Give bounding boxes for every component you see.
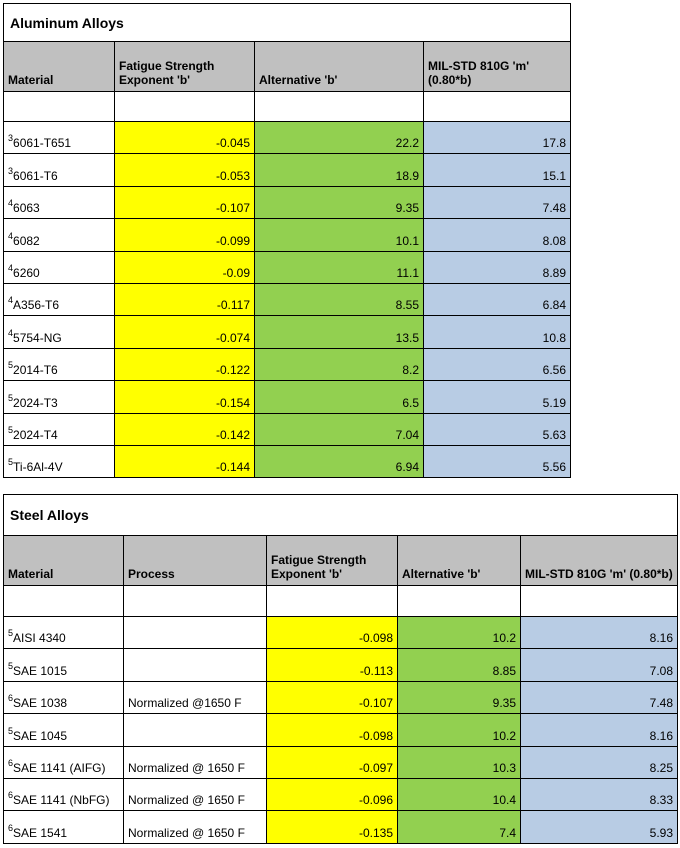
fatigue-exponent-cell: -0.09 bbox=[115, 251, 255, 283]
reference-superscript: 3 bbox=[8, 165, 14, 176]
alternative-b-cell: 11.1 bbox=[255, 251, 424, 283]
fatigue-exponent-cell: -0.096 bbox=[267, 778, 398, 810]
material-cell bbox=[4, 154, 115, 186]
fatigue-exponent-cell: -0.122 bbox=[115, 348, 255, 380]
reference-superscript: 4 bbox=[8, 230, 14, 241]
material-cell bbox=[4, 681, 124, 713]
milstd-m-cell: 17.8 bbox=[424, 122, 571, 154]
reference-superscript: 6 bbox=[8, 822, 14, 833]
fatigue-exponent-cell: -0.097 bbox=[267, 746, 398, 778]
steel-rows bbox=[4, 617, 678, 844]
blank-cell bbox=[4, 586, 124, 617]
material-name: 6061-T651 bbox=[13, 136, 72, 151]
alternative-b-cell: 13.5 bbox=[255, 316, 424, 348]
alternative-b-cell: 10.3 bbox=[398, 746, 521, 778]
reference-superscript: 4 bbox=[8, 327, 14, 338]
blank-cell bbox=[398, 586, 521, 617]
alternative-b-cell: 6.94 bbox=[255, 445, 424, 477]
alternative-b-cell: 8.85 bbox=[398, 649, 521, 681]
reference-superscript: 4 bbox=[8, 295, 14, 306]
alternative-b-cell: 8.2 bbox=[255, 348, 424, 380]
table-row bbox=[4, 746, 678, 778]
fatigue-exponent-cell: -0.053 bbox=[115, 154, 255, 186]
milstd-m-cell: 8.16 bbox=[521, 714, 678, 746]
material-name: Ti-6Al-4V bbox=[13, 460, 63, 475]
blank-cell bbox=[267, 586, 398, 617]
process-cell bbox=[124, 714, 267, 746]
alternative-b-cell: 9.35 bbox=[398, 681, 521, 713]
material-name: 6082 bbox=[13, 233, 40, 248]
table-row bbox=[4, 186, 571, 218]
alternative-b-cell: 9.35 bbox=[255, 186, 424, 218]
process-cell: Normalized @ 1650 F bbox=[124, 778, 267, 810]
table-row bbox=[4, 617, 678, 649]
milstd-m-cell: 10.8 bbox=[424, 316, 571, 348]
material-name: 6061-T6 bbox=[13, 168, 58, 183]
material-cell bbox=[4, 811, 124, 843]
fatigue-exponent-cell: -0.107 bbox=[267, 681, 398, 713]
milstd-m-cell: 8.08 bbox=[424, 219, 571, 251]
aluminum-alloys-table bbox=[3, 3, 571, 478]
material-cell bbox=[4, 283, 115, 315]
table-row bbox=[4, 154, 571, 186]
material-cell bbox=[4, 122, 115, 154]
table-row bbox=[4, 681, 678, 713]
table-row bbox=[4, 348, 571, 380]
table-row bbox=[4, 381, 571, 413]
fatigue-exponent-cell: -0.099 bbox=[115, 219, 255, 251]
material-cell bbox=[4, 617, 124, 649]
fatigue-exponent-cell: -0.142 bbox=[115, 413, 255, 445]
material-cell bbox=[4, 714, 124, 746]
reference-superscript: 5 bbox=[8, 392, 14, 403]
reference-superscript: 5 bbox=[8, 424, 14, 435]
material-name: 2024-T3 bbox=[13, 395, 58, 410]
fatigue-exponent-cell: -0.113 bbox=[267, 649, 398, 681]
reference-superscript: 6 bbox=[8, 790, 14, 801]
material-cell bbox=[4, 778, 124, 810]
reference-superscript: 6 bbox=[8, 757, 14, 768]
material-name: 5754-NG bbox=[13, 330, 62, 345]
alternative-b-cell: 7.04 bbox=[255, 413, 424, 445]
process-cell bbox=[124, 617, 267, 649]
fatigue-exponent-cell: -0.107 bbox=[115, 186, 255, 218]
table-row bbox=[4, 413, 571, 445]
fatigue-exponent-cell: -0.098 bbox=[267, 617, 398, 649]
header-material: Material bbox=[4, 42, 115, 92]
alternative-b-cell: 6.5 bbox=[255, 381, 424, 413]
reference-superscript: 3 bbox=[8, 133, 14, 144]
material-name: SAE 1541 bbox=[13, 825, 68, 840]
header-fatigue-exponent: Fatigue Strength Exponent 'b' bbox=[267, 536, 398, 586]
header-process: Process bbox=[124, 536, 267, 586]
alternative-b-cell: 10.1 bbox=[255, 219, 424, 251]
table-row bbox=[4, 122, 571, 154]
reference-superscript: 5 bbox=[8, 725, 14, 736]
milstd-m-cell: 15.1 bbox=[424, 154, 571, 186]
milstd-m-cell: 8.89 bbox=[424, 251, 571, 283]
alternative-b-cell: 10.2 bbox=[398, 714, 521, 746]
blank-cell bbox=[521, 586, 678, 617]
blank-cell bbox=[124, 586, 267, 617]
material-cell bbox=[4, 219, 115, 251]
milstd-m-cell: 6.84 bbox=[424, 283, 571, 315]
table-row bbox=[4, 811, 678, 843]
table-row bbox=[4, 219, 571, 251]
alternative-b-cell: 10.2 bbox=[398, 617, 521, 649]
milstd-m-cell: 7.48 bbox=[521, 681, 678, 713]
blank-cell bbox=[4, 92, 115, 122]
aluminum-table-title: Aluminum Alloys bbox=[4, 4, 571, 42]
reference-superscript: 4 bbox=[8, 262, 14, 273]
fatigue-exponent-cell: -0.117 bbox=[115, 283, 255, 315]
material-name: A356-T6 bbox=[13, 298, 60, 313]
reference-superscript: 5 bbox=[8, 660, 14, 671]
material-name: SAE 1141 (NbFG) bbox=[13, 793, 110, 808]
process-cell: Normalized @ 1650 F bbox=[124, 746, 267, 778]
material-cell bbox=[4, 348, 115, 380]
alternative-b-cell: 10.4 bbox=[398, 778, 521, 810]
milstd-m-cell: 8.25 bbox=[521, 746, 678, 778]
header-alternative-b: Alternative 'b' bbox=[398, 536, 521, 586]
reference-superscript: 5 bbox=[8, 457, 14, 468]
milstd-m-cell: 8.16 bbox=[521, 617, 678, 649]
material-name: 6260 bbox=[13, 265, 40, 280]
milstd-m-cell: 5.93 bbox=[521, 811, 678, 843]
alternative-b-cell: 18.9 bbox=[255, 154, 424, 186]
material-name: 2014-T6 bbox=[13, 363, 58, 378]
alternative-b-cell: 8.55 bbox=[255, 283, 424, 315]
fatigue-exponent-cell: -0.045 bbox=[115, 122, 255, 154]
material-cell bbox=[4, 413, 115, 445]
fatigue-exponent-cell: -0.154 bbox=[115, 381, 255, 413]
header-material: Material bbox=[4, 536, 124, 586]
steel-alloys-table bbox=[3, 494, 678, 844]
table-row bbox=[4, 445, 571, 477]
table-row bbox=[4, 251, 571, 283]
material-name: 6063 bbox=[13, 201, 40, 216]
fatigue-exponent-cell: -0.135 bbox=[267, 811, 398, 843]
milstd-m-cell: 6.56 bbox=[424, 348, 571, 380]
blank-cell bbox=[115, 92, 255, 122]
reference-superscript: 4 bbox=[8, 198, 14, 209]
reference-superscript: 5 bbox=[8, 360, 14, 371]
material-cell bbox=[4, 381, 115, 413]
table-row bbox=[4, 649, 678, 681]
header-milstd: MIL-STD 810G 'm' (0.80*b) bbox=[521, 536, 678, 586]
material-cell bbox=[4, 746, 124, 778]
blank-row bbox=[4, 586, 678, 617]
table-row bbox=[4, 778, 678, 810]
aluminum-rows bbox=[4, 122, 571, 478]
process-cell: Normalized @ 1650 F bbox=[124, 811, 267, 843]
table-row bbox=[4, 316, 571, 348]
material-name: SAE 1038 bbox=[13, 696, 68, 711]
steel-table-title: Steel Alloys bbox=[4, 495, 678, 536]
material-cell bbox=[4, 649, 124, 681]
material-cell bbox=[4, 251, 115, 283]
alternative-b-cell: 22.2 bbox=[255, 122, 424, 154]
process-cell bbox=[124, 649, 267, 681]
header-fatigue-exponent: Fatigue Strength Exponent 'b' bbox=[115, 42, 255, 92]
material-name: SAE 1141 (AIFG) bbox=[13, 760, 106, 775]
table-row bbox=[4, 283, 571, 315]
milstd-m-cell: 8.33 bbox=[521, 778, 678, 810]
reference-superscript: 6 bbox=[8, 693, 14, 704]
header-milstd: MIL-STD 810G 'm' (0.80*b) bbox=[424, 42, 571, 92]
fatigue-exponent-cell: -0.144 bbox=[115, 445, 255, 477]
material-cell bbox=[4, 445, 115, 477]
milstd-m-cell: 5.19 bbox=[424, 381, 571, 413]
milstd-m-cell: 7.08 bbox=[521, 649, 678, 681]
table-row bbox=[4, 714, 678, 746]
milstd-m-cell: 5.63 bbox=[424, 413, 571, 445]
header-alternative-b: Alternative 'b' bbox=[255, 42, 424, 92]
material-name: SAE 1045 bbox=[13, 728, 68, 743]
blank-row bbox=[4, 92, 571, 122]
reference-superscript: 5 bbox=[8, 628, 14, 639]
blank-cell bbox=[424, 92, 571, 122]
fatigue-exponent-cell: -0.074 bbox=[115, 316, 255, 348]
milstd-m-cell: 7.48 bbox=[424, 186, 571, 218]
material-name: SAE 1015 bbox=[13, 663, 68, 678]
blank-cell bbox=[255, 92, 424, 122]
alternative-b-cell: 7.4 bbox=[398, 811, 521, 843]
process-cell: Normalized @1650 F bbox=[124, 681, 267, 713]
material-cell bbox=[4, 316, 115, 348]
fatigue-exponent-cell: -0.098 bbox=[267, 714, 398, 746]
material-name: AISI 4340 bbox=[13, 631, 66, 646]
material-name: 2024-T4 bbox=[13, 427, 58, 442]
milstd-m-cell: 5.56 bbox=[424, 445, 571, 477]
material-cell bbox=[4, 186, 115, 218]
